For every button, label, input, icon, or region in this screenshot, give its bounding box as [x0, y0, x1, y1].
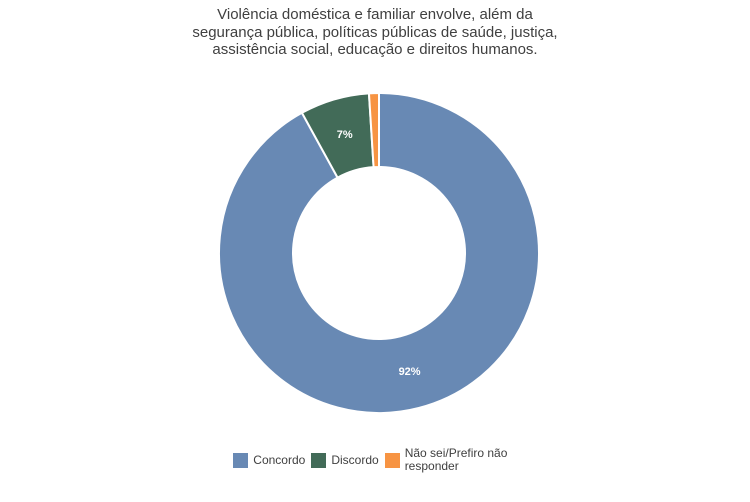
legend-item-nao-sei	[385, 447, 517, 473]
chart-title	[0, 6, 750, 59]
chart-title-line-3: assistência social, educação e direitos humanos.	[212, 41, 538, 58]
legend-item-discordo	[311, 453, 378, 468]
legend-label-nao-sei: Não sei/Prefiro não responder	[404, 446, 508, 473]
legend-item-concordo	[233, 453, 305, 468]
donut-chart	[216, 90, 542, 416]
legend-swatch-concordo	[233, 453, 248, 468]
legend-label-concordo: Concordo	[253, 452, 306, 467]
pie-slice-label-0: 92%	[398, 366, 421, 379]
chart-legend	[0, 447, 750, 473]
legend-swatch-nao-sei	[385, 453, 400, 468]
chart-title-line-1: Violência doméstica e familiar envolve, além da	[217, 6, 533, 23]
legend-label-discordo: Discordo	[331, 452, 379, 467]
legend-swatch-discordo	[311, 453, 326, 468]
chart-title-line-2: segurança pública, políticas públicas de saúde, justiça,	[192, 23, 558, 41]
pie-slice-label-1: 7%	[336, 128, 353, 141]
